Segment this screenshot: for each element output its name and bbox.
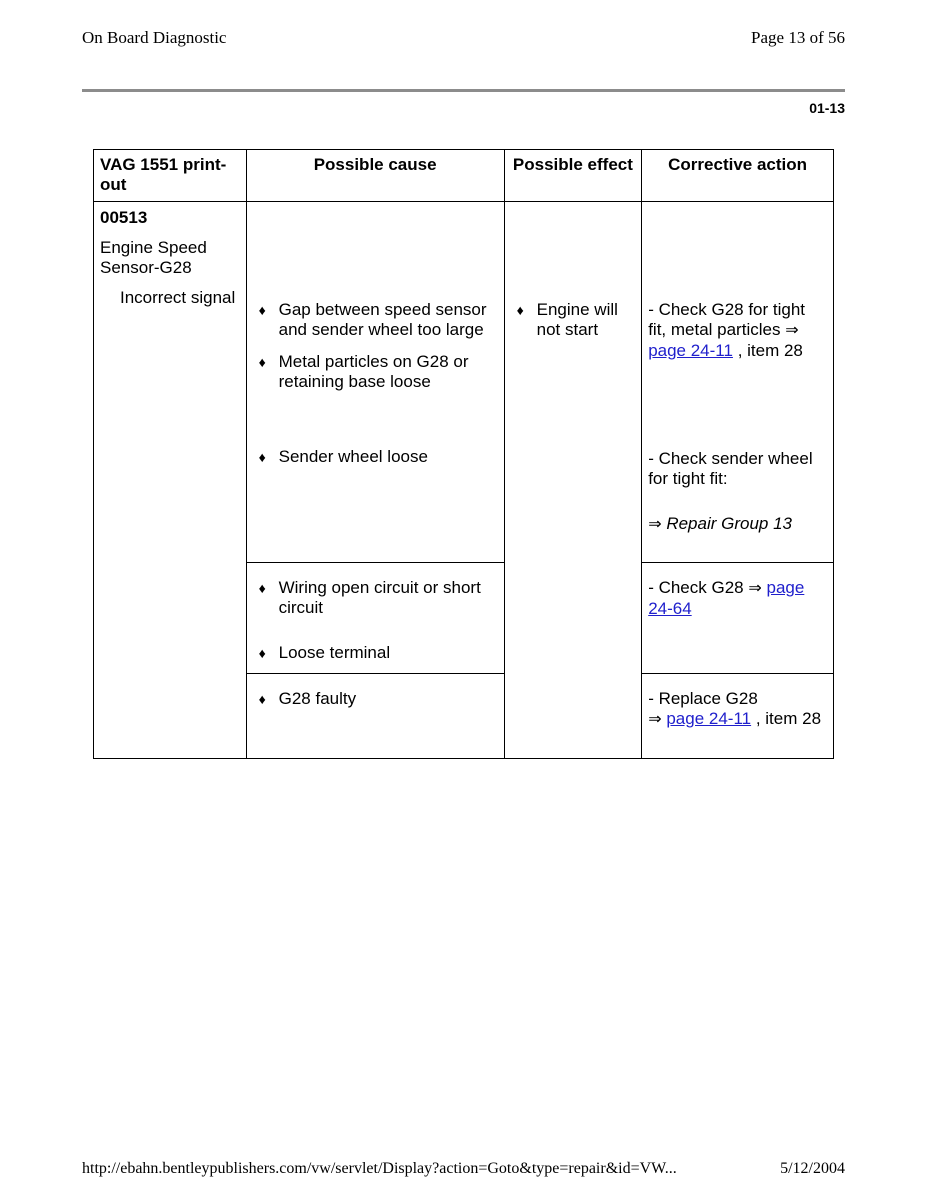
cause-text: Sender wheel loose [278, 447, 428, 466]
cause-cell [246, 202, 504, 563]
action-cell [642, 674, 834, 759]
component-name: Engine Speed Sensor-G28 [100, 238, 207, 277]
section-page-id: 01-13 [809, 100, 845, 116]
arrow-icon: ⇒ [748, 580, 762, 597]
cause-cell [246, 674, 504, 759]
header-printout: VAG 1551 print-out [94, 150, 247, 202]
arrow-icon: ⇒ [785, 322, 799, 339]
bullet-icon: ♦ [516, 302, 524, 318]
cause-text: Gap between speed sensor and sender wheel too large [278, 300, 487, 339]
action-text: - Check G28 for tight fit, metal particles ⇒ page 24-11 , item 28 [648, 300, 806, 360]
list-item [253, 447, 498, 467]
list-item [253, 689, 498, 709]
action-cell [642, 563, 834, 674]
page-link[interactable]: page 24-11 [648, 341, 733, 360]
diagnostic-table [93, 149, 834, 759]
list-item [511, 300, 636, 340]
header-effect: Possible effect [504, 150, 642, 202]
cause-text: G28 faulty [278, 689, 357, 708]
fault-type: Incorrect signal [120, 288, 236, 307]
bullet-icon: ♦ [258, 645, 266, 661]
list-item [253, 643, 498, 663]
list-item [253, 352, 498, 392]
table-row [94, 202, 834, 563]
page-link[interactable]: page 24-64 [648, 578, 805, 618]
list-item [253, 300, 498, 340]
print-date: 5/12/2004 [780, 1160, 845, 1177]
action-text: - Check sender wheel for tight fit: [648, 449, 813, 488]
header-cause: Possible cause [246, 150, 504, 202]
effect-cell [504, 202, 642, 759]
action-text: - Replace G28 ⇒ page 24-11 , item 28 [648, 689, 822, 728]
cause-text: Metal particles on G28 or retaining base loose [278, 352, 469, 391]
page-link[interactable]: page 24-11 [666, 709, 752, 728]
arrow-icon: ⇒ [648, 516, 662, 533]
effect-text: Engine will not start [536, 300, 618, 339]
bullet-icon: ♦ [258, 354, 266, 370]
bullet-icon: ♦ [258, 449, 266, 465]
source-url: http://ebahn.bentleypublishers.com/vw/servlet/Display?action=Goto&type=repair&id=VW... [82, 1160, 677, 1177]
bullet-icon: ♦ [258, 691, 266, 707]
document-title: On Board Diagnostic [82, 28, 227, 47]
cause-text: Loose terminal [278, 643, 391, 662]
table-header-row [94, 150, 834, 202]
header-divider [82, 89, 845, 92]
page-number: Page 13 of 56 [751, 28, 845, 47]
cause-text: Wiring open circuit or short circuit [278, 578, 481, 617]
fault-code: 00513 [100, 208, 148, 227]
cause-cell [246, 563, 504, 674]
bullet-icon: ♦ [258, 580, 266, 596]
action-reference: ⇒ Repair Group 13 [648, 514, 793, 533]
list-item [253, 578, 498, 618]
action-cell [642, 202, 834, 563]
action-text: - Check G28 ⇒ page 24-64 [648, 578, 805, 618]
header-action: Corrective action [642, 150, 834, 202]
arrow-icon: ⇒ [648, 711, 662, 728]
bullet-icon: ♦ [258, 302, 266, 318]
printout-cell [94, 202, 247, 759]
